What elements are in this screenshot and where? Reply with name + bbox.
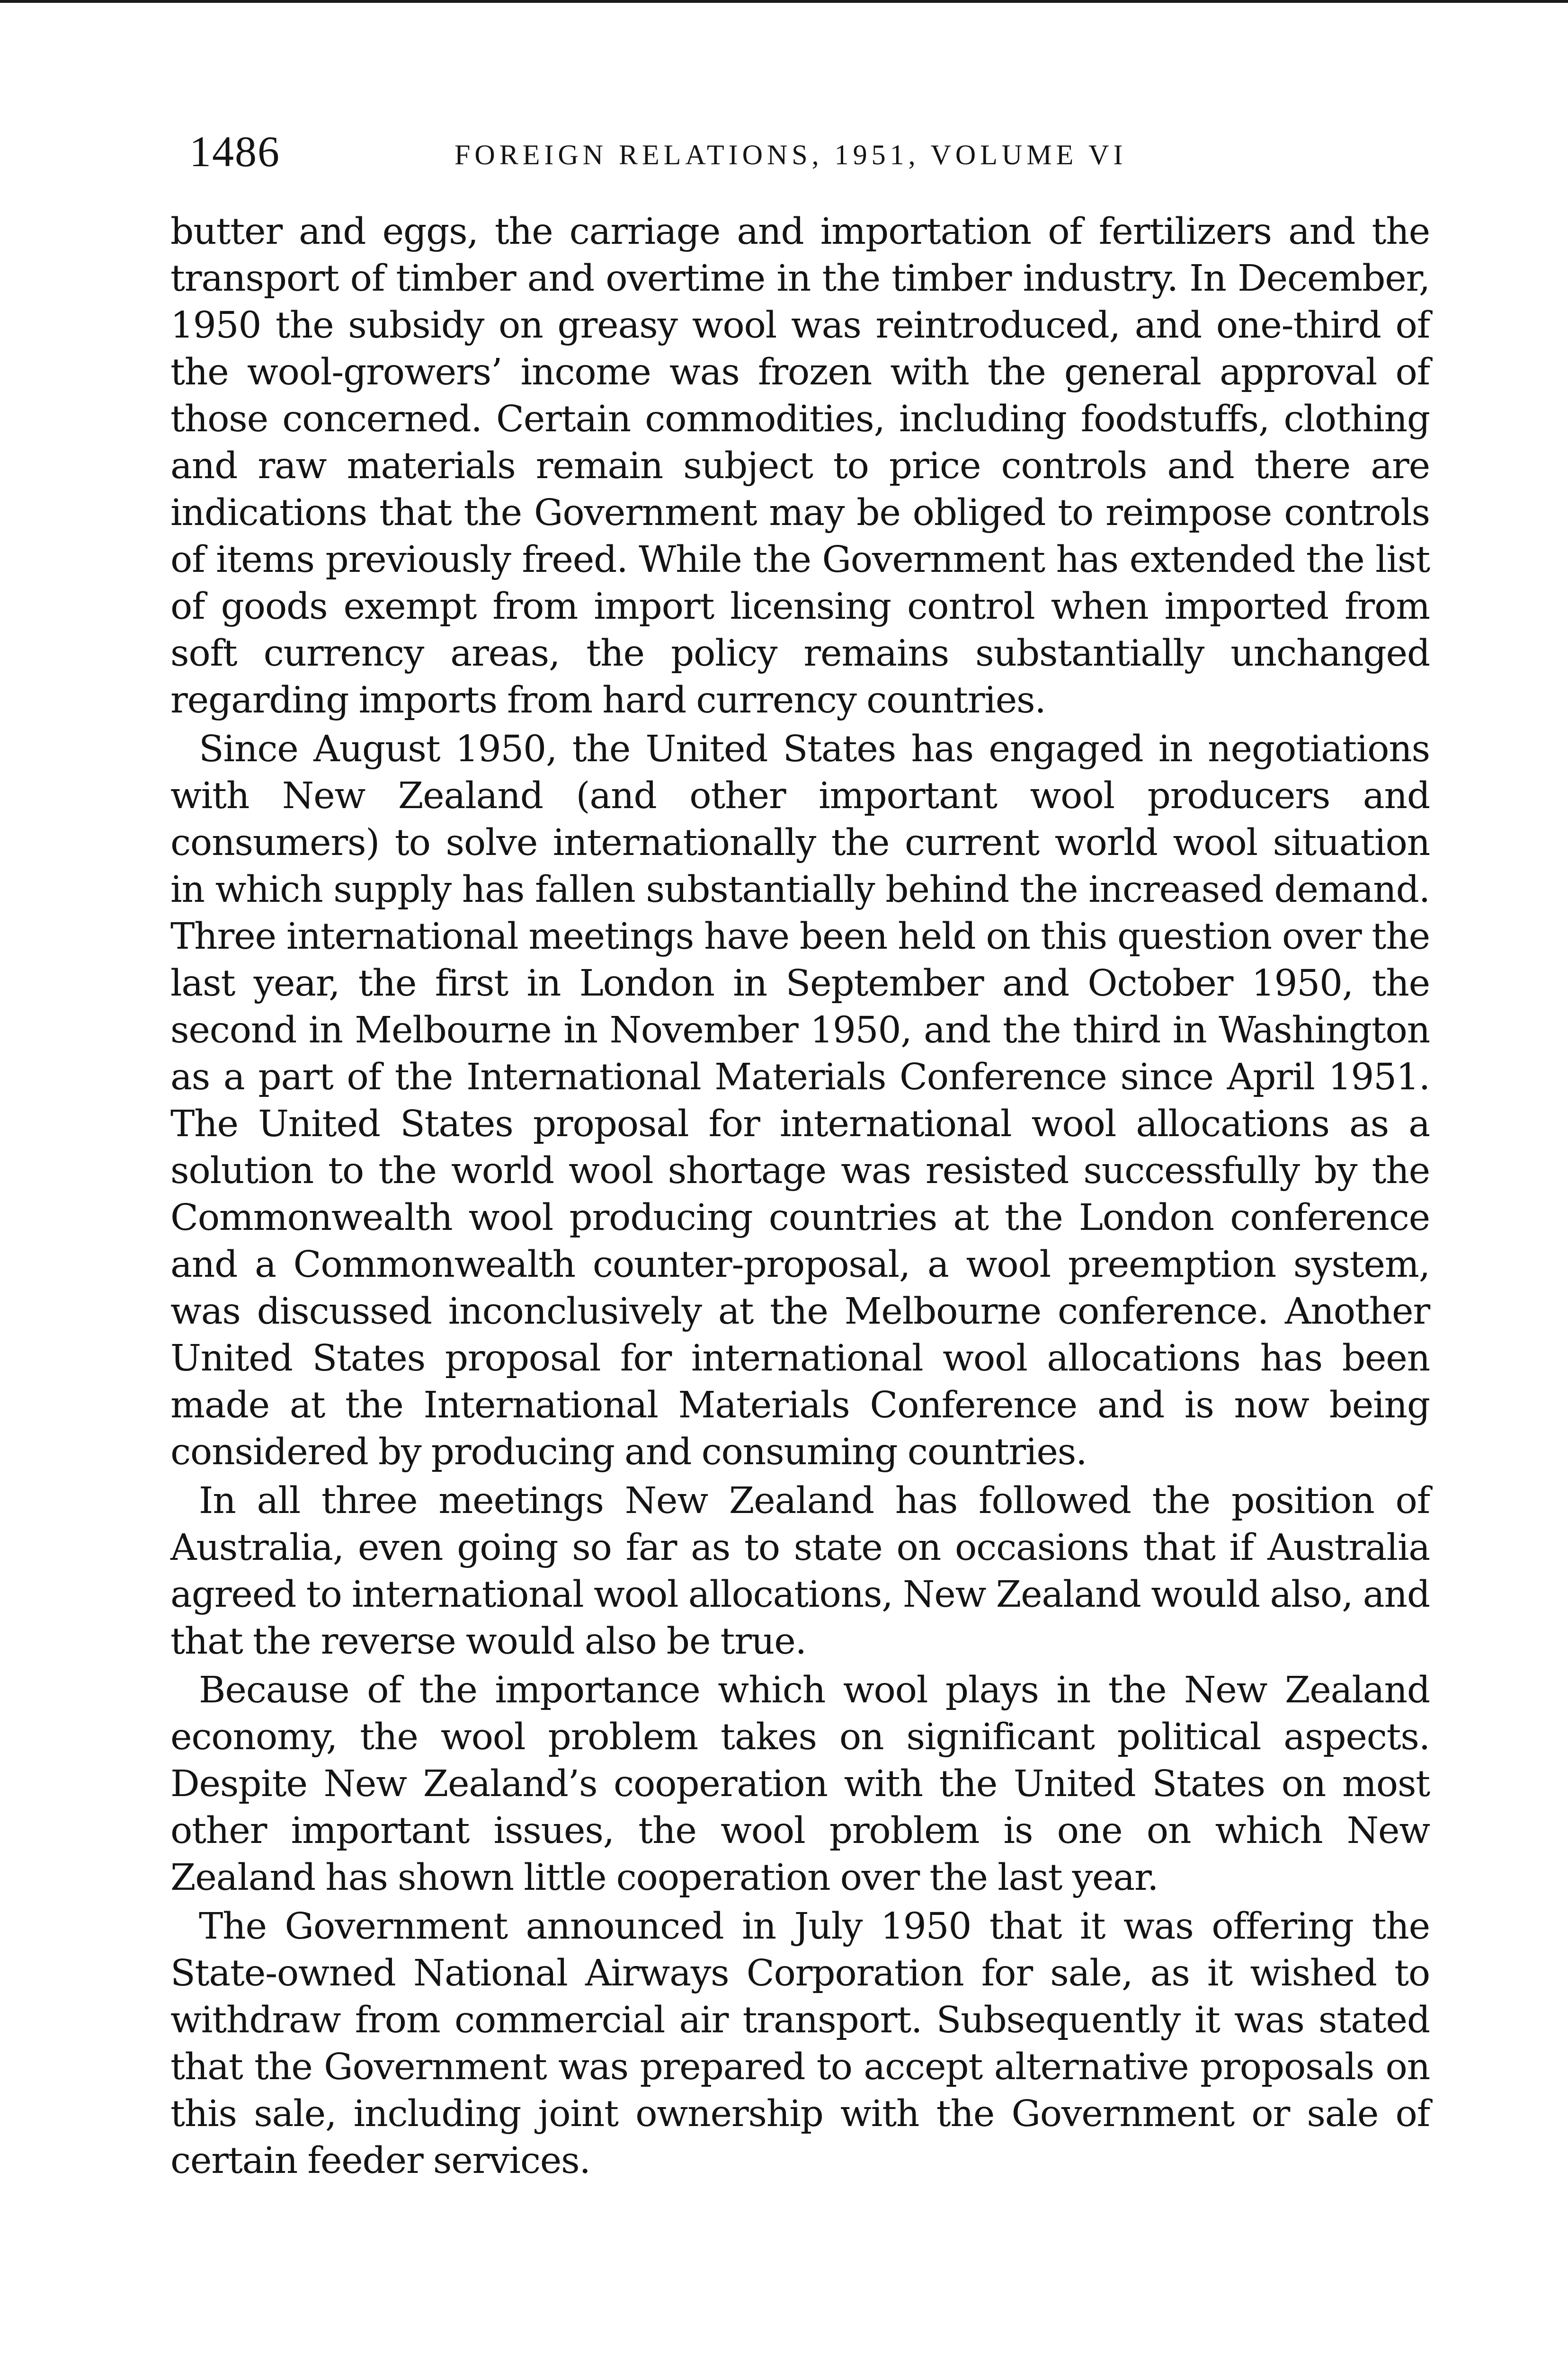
paragraph-continued: butter and eggs, the carriage and importation of fertilizers and the transport of timber and overtime in the timber industry. In December, 1950 the subsidy on greasy wool was reintroduced, and one-third of the wool-growers’ income was frozen with the general approval of those concerned. Certain commodities, including foodstuffs, clothing and raw materials remain subject to price controls and there are indications that the Government may be obliged to reimpose controls of items previously freed. While the Government has extended the list of goods exempt from import licensing control when imported from soft currency areas, the policy remains substantially unchanged regarding imports from hard currency countries. — [170, 211, 1430, 721]
page-number: 1486 — [189, 127, 280, 176]
paragraph-wool-negotiations: Since August 1950, the United States has engaged in negotiations with New Zealand (and other important wool producers and consumers) to solve internationally the current world wool situation in which supply has fallen substantially behind the increased demand. Three international meetings have been held on this question over the last year, the first in London in September and October 1950, the second in Melbourne in November 1950, and the third in Washington as a part of the International Materials Conference since April 1951. The United States proposal for international wool allocations as a solution to the world wool shortage was resisted successfully by the Commonwealth wool producing countries at the London conference and a Commonwealth counter-proposal, a wool preemption system, was discussed inconclusively at the Melbourne conference. Another United States proposal for international wool allocations has been made at the International Materials Conference and is now being considered by producing and consuming countries. — [170, 728, 1430, 1473]
top-edge-rule — [0, 0, 1568, 3]
paragraph-wool-politics: Because of the importance which wool plays in the New Zealand economy, the wool problem takes on significant political aspects. Despite New Zealand’s cooperation with the United States on most other important issues, the wool problem is one on which New Zealand has shown little cooperation over the last year. — [170, 1669, 1430, 1899]
page-header — [189, 128, 1439, 185]
body-text — [170, 208, 1430, 2184]
running-title: FOREIGN RELATIONS, 1951, VOLUME VI — [454, 139, 1127, 170]
paragraph-national-airways: The Government announced in July 1950 that it was offering the State-owned National Airways Corporation for sale, as it wished to withdraw from commercial air transport. Subsequently it was stated that the Government was prepared to accept alternative proposals on this sale, including joint ownership with the Government or sale of certain feeder services. — [170, 1905, 1430, 2182]
paragraph-australia-position: In all three meetings New Zealand has followed the position of Australia, even going so far as to state on occasions that if Australia agreed to international wool allocations, New Zealand would also, and that the reverse would also be true. — [170, 1480, 1430, 1663]
